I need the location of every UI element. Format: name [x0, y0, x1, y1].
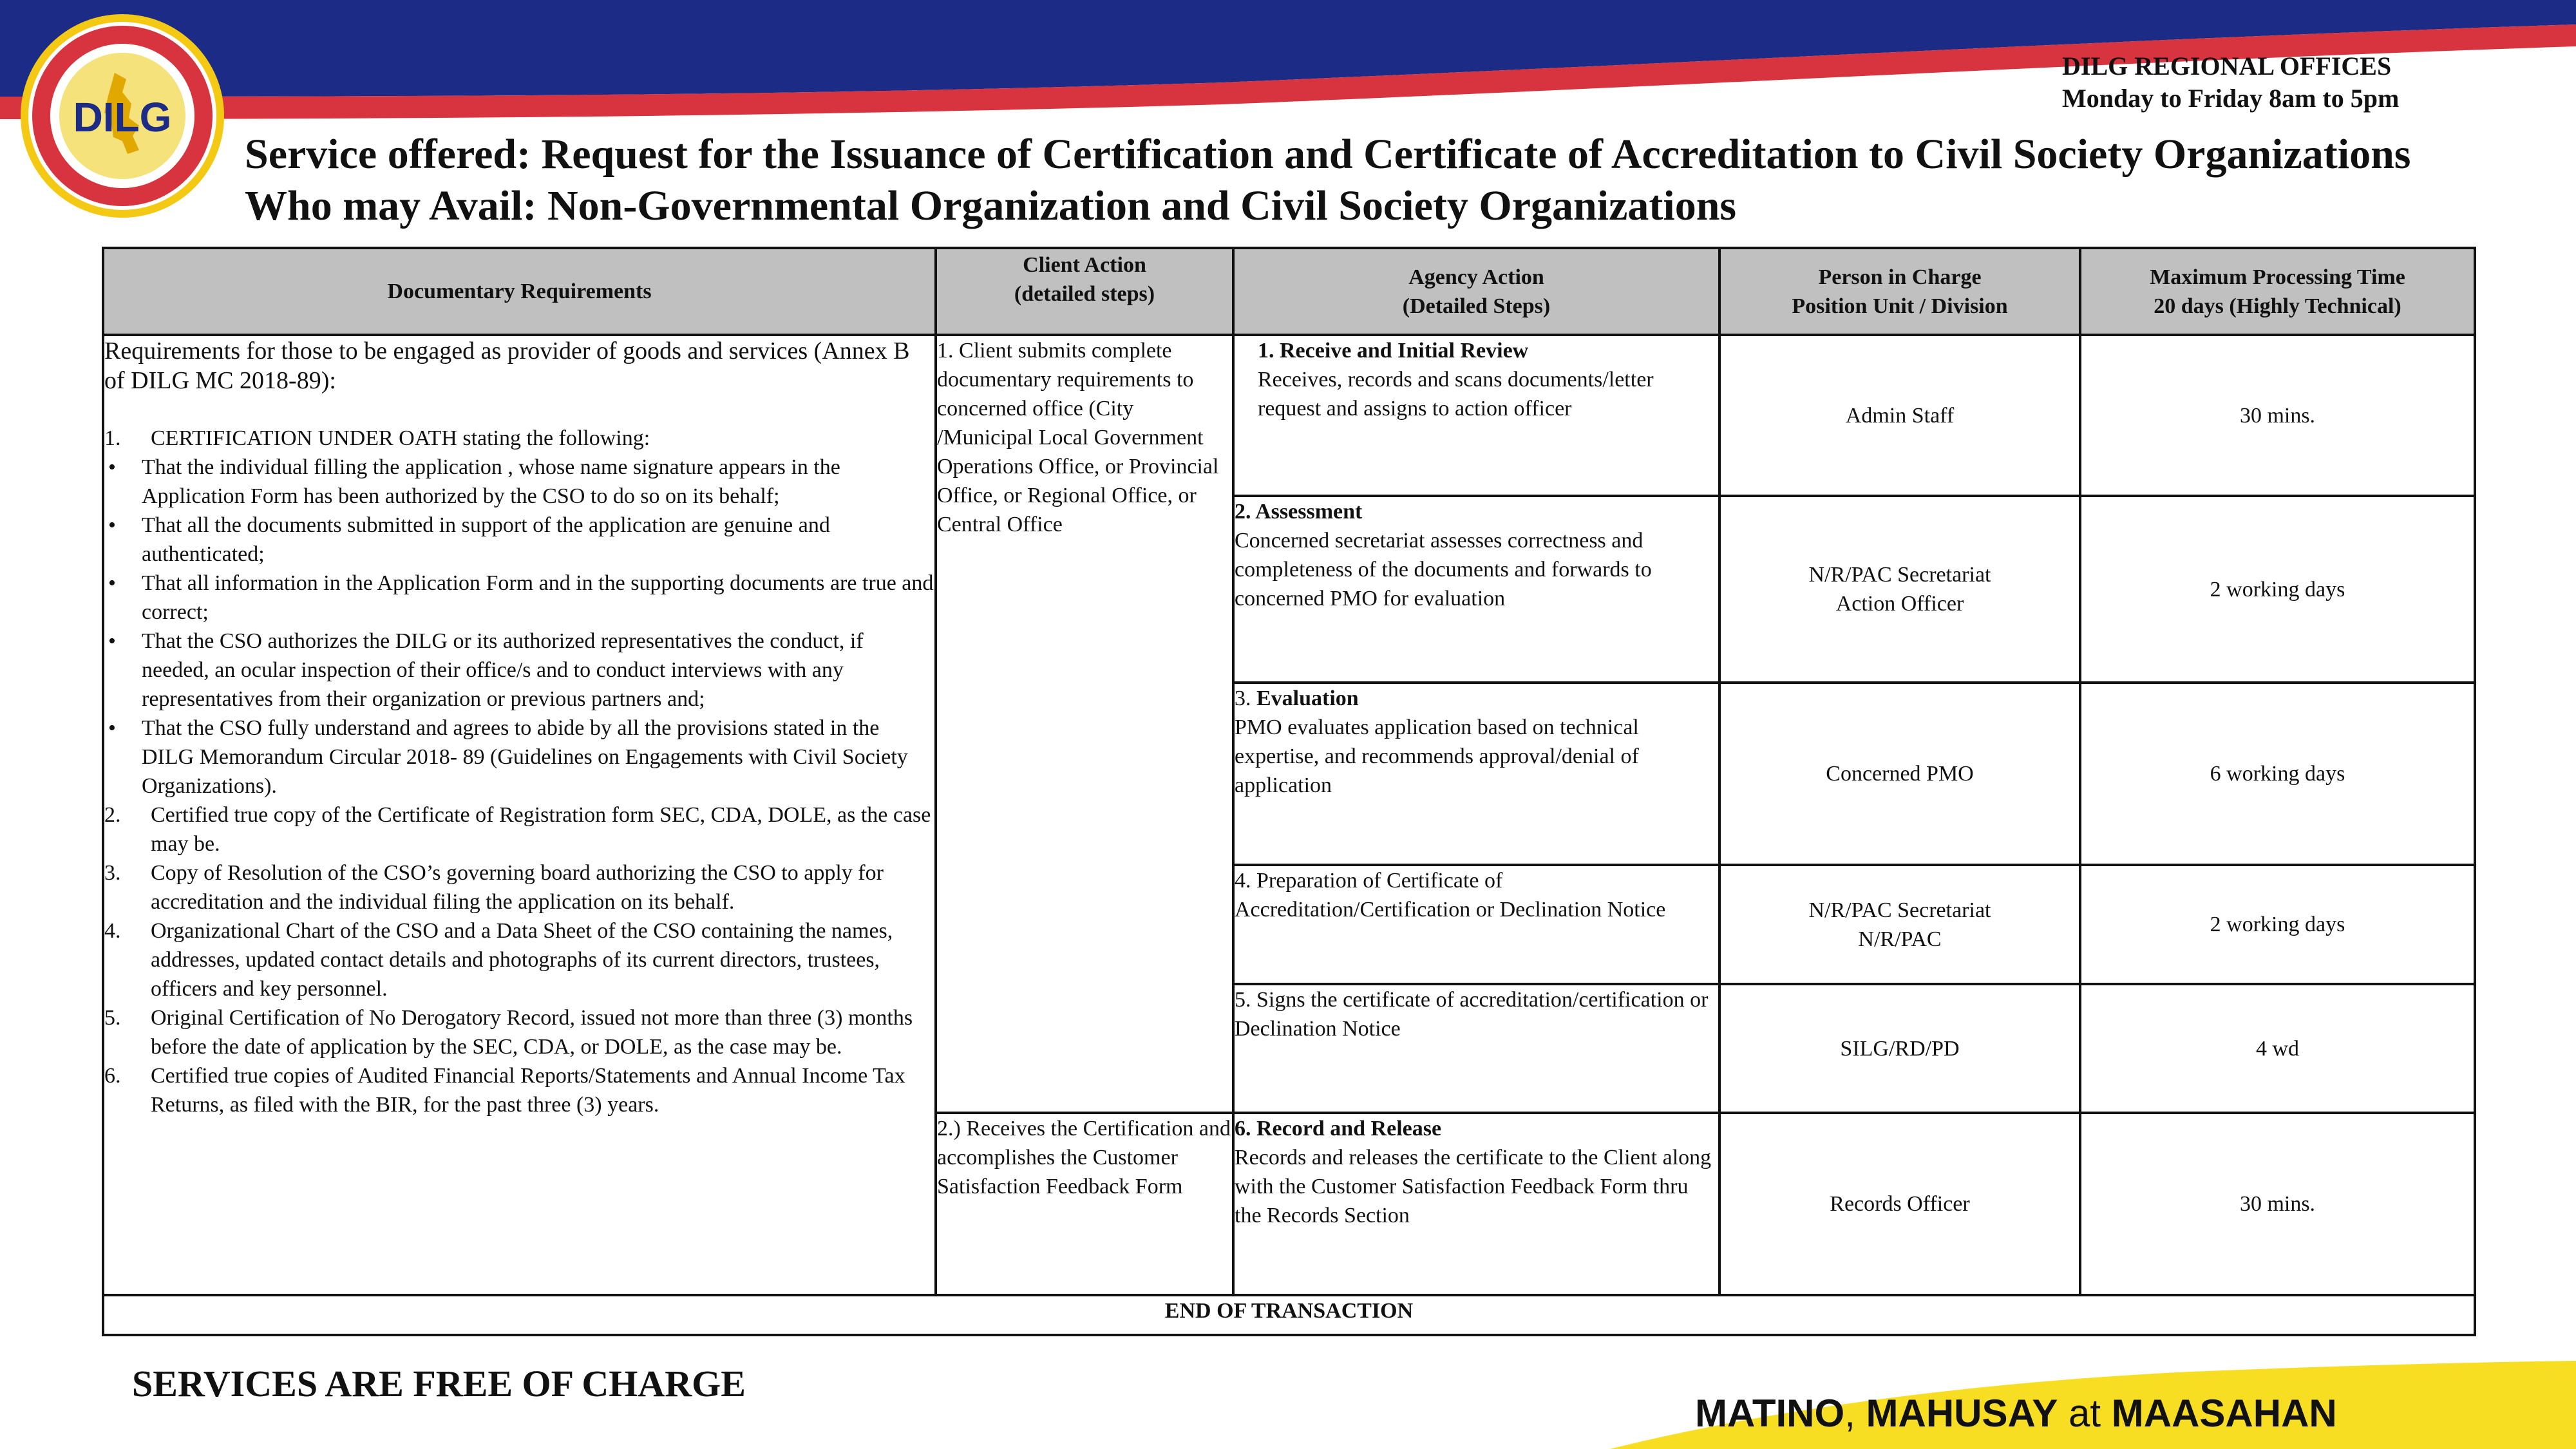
agency-step-1: 1. Receive and Initial Review Receives, records and scans documents/letter request and assigns to action officer — [1233, 335, 1719, 496]
person-step-1: Admin Staff — [1719, 335, 2080, 496]
agency-step-5: 5. Signs the certificate of accreditation/certification or Declination Notice — [1233, 984, 1719, 1113]
end-of-transaction-row — [103, 1295, 2475, 1335]
client-action-1: 1. Client submits complete documentary requirements to concerned office (City /Municipal Local Government Operations Office, or Provincial Office, or Regional Office, or Central Office — [936, 335, 1233, 1113]
time-step-6: 30 mins. — [2080, 1113, 2475, 1295]
header-processing-time: Maximum Processing Time 20 days (Highly Technical) — [2080, 248, 2475, 335]
requirement-item — [104, 858, 934, 916]
time-step-2: 2 working days — [2080, 496, 2475, 683]
motto-word-3: MAASAHAN — [2111, 1392, 2337, 1435]
person-step-4: N/R/PAC Secretariat N/R/PAC — [1719, 865, 2080, 984]
motto-word-1: MATINO — [1695, 1392, 1845, 1435]
requirement-text: That all information in the Application Form and in the supporting documents are true and correct; — [142, 571, 934, 624]
office-name: DILG REGIONAL OFFICES — [2062, 52, 2392, 80]
requirement-text: That the CSO authorizes the DILG or its authorized representatives the conduct, if needed, an ocular inspection of their office/s and to conduct interviews with any representatives from their organization or previous partners and; — [142, 629, 864, 711]
requirement-item — [104, 569, 934, 627]
motto-sep-1: , — [1844, 1392, 1866, 1435]
citizens-charter-table — [102, 247, 2476, 1336]
table-row — [103, 335, 2475, 496]
requirement-text: Organizational Chart of the CSO and a Data Sheet of the CSO containing the names, addresses, updated contact details and photographs of its current directors, trustees, officers and key personnel. — [151, 919, 893, 1001]
header-client-action: Client Action (detailed steps) — [936, 248, 1233, 335]
agency-step-2: 2. Assessment Concerned secretariat assesses correctness and completeness of the documents and forwards to concerned PMO for evaluation — [1233, 496, 1719, 683]
client-action-2: 2.) Receives the Certification and accomplishes the Customer Satisfaction Feedback Form — [936, 1113, 1233, 1295]
office-hours: Monday to Friday 8am to 5pm — [2062, 84, 2400, 113]
header-agency-action: Agency Action (Detailed Steps) — [1233, 248, 1719, 335]
requirement-text: That all the documents submitted in support of the application are genuine and authenticated; — [142, 513, 830, 566]
requirement-item — [104, 1061, 934, 1119]
bullet-icon: • — [108, 716, 116, 740]
time-step-5: 4 wd — [2080, 984, 2475, 1113]
end-of-transaction: END OF TRANSACTION — [103, 1295, 2475, 1335]
dilg-seal-logo — [18, 12, 227, 221]
motto — [1695, 1391, 2337, 1435]
service-title: Service offered: Request for the Issuance of Certification and Certificate of Accreditation to Civil Society Organizations — [245, 131, 2411, 178]
bullet-icon: • — [108, 629, 116, 653]
requirement-text: Certified true copy of the Certificate of Registration form SEC, CDA, DOLE, as the case may be. — [151, 803, 931, 856]
motto-sep-2: at — [2058, 1392, 2112, 1435]
requirement-item — [104, 714, 934, 800]
person-step-6: Records Officer — [1719, 1113, 2080, 1295]
requirement-number: 3. — [104, 861, 121, 885]
requirement-text: Certified true copies of Audited Financial Reports/Statements and Annual Income Tax Returns, as filed with the BIR, for the past three (3) years. — [151, 1064, 905, 1117]
requirements-list — [104, 424, 934, 1119]
time-step-3: 6 working days — [2080, 683, 2475, 865]
agency-step-4: 4. Preparation of Certificate of Accreditation/Certification or Declination Notice — [1233, 865, 1719, 984]
who-may-avail: Who may Avail: Non-Governmental Organization and Civil Society Organizations — [245, 182, 1737, 229]
person-step-2: N/R/PAC Secretariat Action Officer — [1719, 496, 2080, 683]
requirement-number: 2. — [104, 803, 121, 827]
header-person-in-charge: Person in Charge Position Unit / Division — [1719, 248, 2080, 335]
requirement-item — [104, 453, 934, 511]
requirement-item — [104, 916, 934, 1003]
office-info — [2062, 50, 2399, 115]
requirement-number: 5. — [104, 1006, 121, 1030]
requirement-text: That the CSO fully understand and agrees to abide by all the provisions stated in the DILG Memorandum Circular 2018- 89 (Guidelines on Engagements with Civil Society Organizations). — [142, 716, 908, 798]
person-step-3: Concerned PMO — [1719, 683, 2080, 865]
requirement-item — [104, 424, 934, 453]
requirement-text: Copy of Resolution of the CSO’s governing board authorizing the CSO to apply for accreditation and the individual filing the application on its behalf. — [151, 861, 884, 914]
bullet-icon: • — [108, 571, 116, 595]
requirement-item — [104, 627, 934, 714]
requirement-text: CERTIFICATION UNDER OATH stating the following: — [151, 426, 650, 450]
title-block — [245, 129, 2411, 232]
requirement-number: 1. — [104, 426, 121, 450]
bullet-icon: • — [108, 455, 116, 479]
services-free-note: SERVICES ARE FREE OF CHARGE — [132, 1363, 746, 1405]
requirement-item — [104, 1003, 934, 1061]
table-header-row — [103, 248, 2475, 335]
logo-text: DILG — [73, 94, 172, 140]
requirement-text: That the individual filling the application , whose name signature appears in the Application Form has been authorized by the CSO to do so on its behalf; — [142, 455, 840, 508]
requirement-text: Original Certification of No Derogatory Record, issued not more than three (3) months before the date of application by the SEC, CDA, or DOLE, as the case may be. — [151, 1006, 913, 1059]
agency-step-6: 6. Record and Release Records and releases the certificate to the Client along with the Customer Satisfaction Feedback Form thru the Records Section — [1233, 1113, 1719, 1295]
header-documentary-requirements: Documentary Requirements — [103, 248, 936, 335]
requirement-item — [104, 800, 934, 858]
bullet-icon: • — [108, 513, 116, 537]
motto-word-2: MAHUSAY — [1866, 1392, 2058, 1435]
agency-step-3: 3. Evaluation PMO evaluates application based on technical expertise, and recommends approval/denial of application — [1233, 683, 1719, 865]
person-step-5: SILG/RD/PD — [1719, 984, 2080, 1113]
requirement-item — [104, 511, 934, 569]
requirement-number: 4. — [104, 919, 121, 943]
time-step-4: 2 working days — [2080, 865, 2475, 984]
requirements-intro: Requirements for those to be engaged as provider of goods and services (Annex B of DILG MC 2018-89): — [104, 337, 910, 394]
time-step-1: 30 mins. — [2080, 335, 2475, 496]
requirement-number: 6. — [104, 1064, 121, 1088]
documentary-requirements-cell — [103, 335, 936, 1295]
